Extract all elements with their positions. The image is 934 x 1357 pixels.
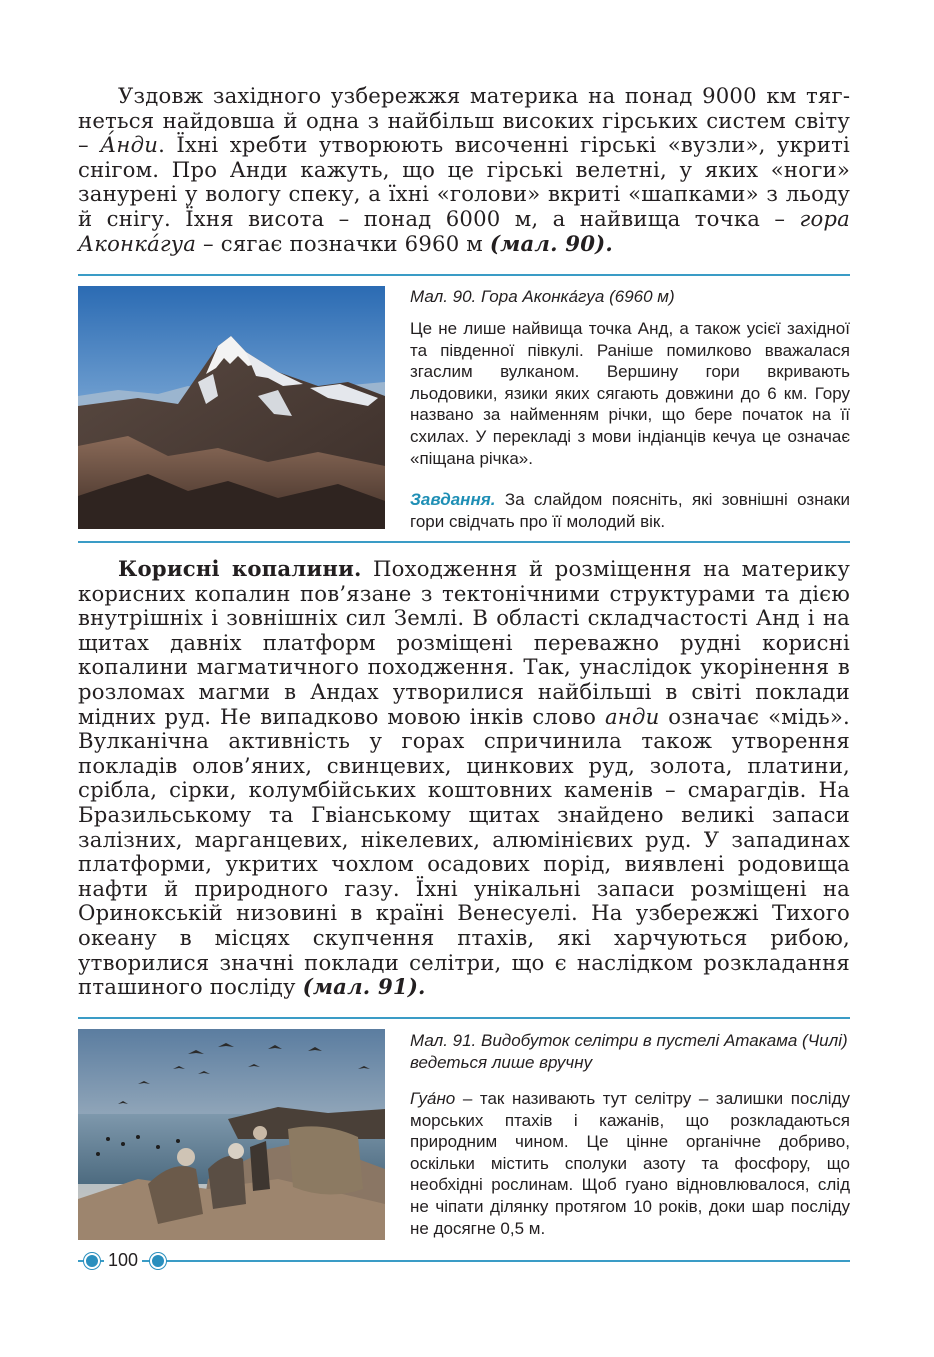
figure-91-reference: (мал. 91). <box>302 974 426 1000</box>
figure-91-caption-text <box>410 1088 850 1239</box>
guano-mining-photo <box>78 1029 385 1240</box>
intro-paragraph <box>78 84 850 256</box>
footer-rule <box>78 1260 850 1262</box>
guano-description: – так називають тут селітру – залишки посліду морських птахів і кажанів, що розкладаються природним чином. Це цінне органічне добриво, оскільки містить сполуки азоту та фосфору, що необхідні рослинам. Щоб гуано відновлювалося, слід не чіпати ділянку протягом 10 років, доки шар посліду не досягне 0,5 м. <box>410 1089 850 1238</box>
figure-90-task <box>410 489 850 532</box>
intro-text-3: – сягає позначки 6960 м <box>196 230 490 256</box>
minerals-heading: Корисні копалини. <box>118 556 362 581</box>
figure-90-reference: (мал. 90). <box>489 230 613 256</box>
intro-text-1: Уздовж західного узбережжя материка на понад 9000 км тягнеться найдовша й одна з найбільш високих гірських систем світу – <box>78 83 850 158</box>
footer-dot-left-icon <box>84 1253 100 1269</box>
task-text: За слайдом поясніть, які зовнішні ознаки гори свідчать про її молодий вік. <box>410 490 850 531</box>
figure-90-bottom-rule <box>78 541 850 543</box>
minerals-text-1: Походження й розміщення на материку корисних копалин пов’язане з тектонічними структурами та дією внутрішніх і зовнішніх сил Землі. В області складчастості Анд і на щитах давніх платформ розміщені переважно рудні корисні копалини магматичного походження. Так, унаслідок укорінення в розломах магми в Андах утворилися найбільші в світі поклади мідних руд. Не випадково мовою інків слово <box>78 556 850 729</box>
footer-dot-right-icon <box>150 1253 166 1269</box>
minerals-text-2: означає «мідь». Вулканічна активність у горах спричинила також утворення покладів олов’яних, свинцевих, цинкових руд, золота, платини, срібла, сірки, колумбійських коштовних каменів – смарагдів. На Бразильському та Гвіанському щитах знайдено великі запаси залізних, марганцевих, нікелевих, алюмінієвих руд. У западинах платформи, укритих чохлом осадових порід, виявлені родовища нафти й природного газу. Їхні унікальні запаси розміщені на Оринокській низовині в країні Венесуелі. На узбережжі Тихого океану в місцях скупчення птахів, які харчуються рибою, утворилися значні поклади селітри, що є наслідком розкладання пташиного посліду <box>78 703 850 1000</box>
minerals-paragraph <box>78 557 850 1000</box>
aconcagua-photo <box>78 286 385 529</box>
andy-word: анди <box>604 703 660 729</box>
intro-text-2: . Їхні хребти утворюють височенні гірські «вузли», укриті снігом. Про Анди кажуть, що це гірські велетні, у яких «ноги» занурені у вологу спеку, а їхні «голови» вкриті «шапками» з льоду й снігу. Їхня висота – понад 6000 м, а найвища точка – <box>78 132 850 231</box>
andy-term: А́нди <box>100 132 159 158</box>
figure-90-caption-text: Це не лише найвища точка Анд, а також усієї західної та південної півкулі. Раніше помилково вважалася згаслим вулканом. Вершину гори вкривають льодовики, язики яких сягають довжини до 6 км. Гору названо за найменням річки, що бере початок на її схилах. У перекладі з мови індіанців кечуа це означає «піщана річка». <box>410 319 850 468</box>
aconcagua-term: гора Аконка́гуа <box>78 205 850 256</box>
figure-90-top-rule <box>78 274 850 276</box>
figure-91-caption-title: Мал. 91. Видобуток селітри в пустелі Атакама (Чилі) ведеться лише вручну <box>410 1031 848 1072</box>
figure-90-caption-title: Мал. 90. Гора Аконка́гуа (6960 м) <box>410 287 675 306</box>
page-number: 100 <box>104 1250 142 1271</box>
figure-91-top-rule <box>78 1017 850 1019</box>
guano-term: Гуа́но <box>410 1089 456 1108</box>
task-label: Завдання. <box>410 490 496 509</box>
